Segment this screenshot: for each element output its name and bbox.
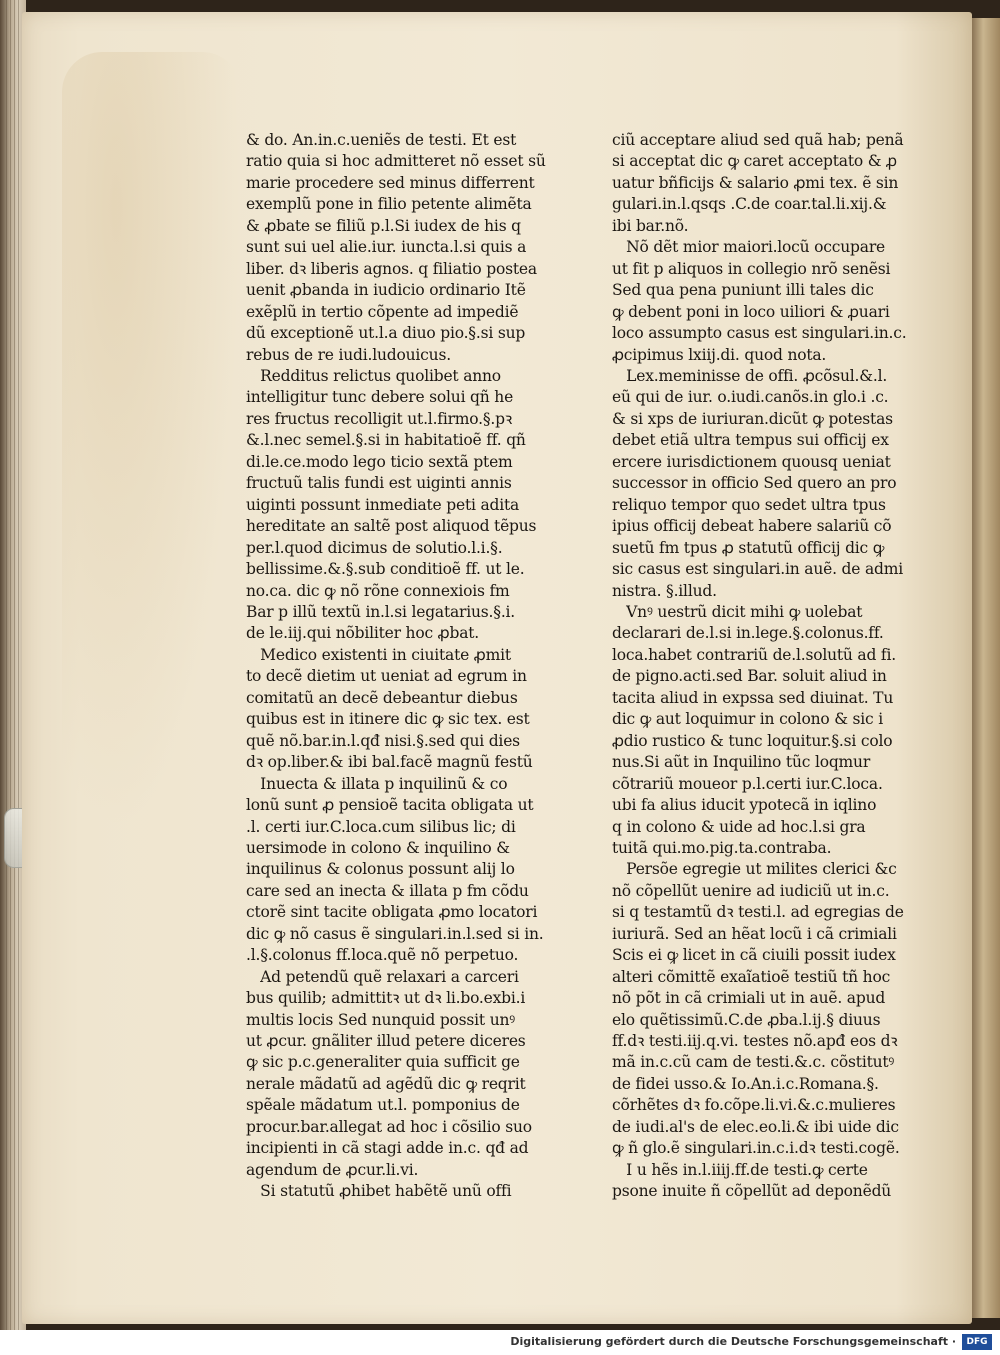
text-line: eũ qui de iur. o.iudi.canõs.in glo.i .c. — [612, 388, 889, 407]
text-line: .l. certi iur.C.loca.cum silibus lic; di — [246, 817, 516, 836]
text-line: bellissime.&.§.sub conditioẽ ff. ut le. — [246, 560, 525, 579]
text-line: ꝙ sic p.c.generaliter quia sufficit ge — [246, 1053, 520, 1072]
text-line: ubi fa alius iducit ypotecã in iqlino — [612, 796, 877, 815]
text-line: uenit ꝓbanda in iudicio ordinario Itẽ — [246, 281, 526, 300]
text-line: & do. An.in.c.ueniẽs de testi. Et est — [246, 131, 517, 149]
text-line: lonũ sunt ꝓ pensioẽ tacita obligata ut — [246, 796, 534, 815]
text-line: Vnꝰ uestrũ dicit mihi ꝙ uolebat — [612, 602, 863, 621]
text-line: dꝛ op.liber.& ibi bal.facẽ magnũ festũ — [246, 753, 533, 772]
text-line: ꝓcipimus lxiij.di. quod nota. — [612, 345, 827, 364]
text-line: intelligitur tunc debere solui qñ he — [246, 388, 514, 407]
text-line: to decẽ dietim ut ueniat ad egrum in — [246, 667, 527, 686]
text-line: nerale mãdatũ ad agẽdũ dic ꝙ reqrit — [246, 1074, 526, 1093]
text-line: incipienti in cã stagi adde in.c. qđ ad — [246, 1139, 529, 1158]
text-line: Persõe egregie ut milites clerici &c — [612, 860, 897, 879]
text-line: quẽ nõ.bar.in.l.qđ nisi.§.sed qui dies — [246, 731, 520, 750]
text-line: sic casus est singulari.in auẽ. de admi — [612, 560, 903, 579]
text-line: nistra. §.illud. — [612, 581, 717, 600]
text-line: de fidei usso.& Io.An.i.c.Romana.§. — [612, 1074, 879, 1093]
text-line: sunt sui uel alie.iur. iuncta.l.si quis a — [246, 238, 527, 257]
text-line: exemplũ pone in filio petente alimẽta — [246, 195, 532, 214]
text-line: mã in.c.cũ cam de testi.&.c. cõstitutꝰ — [612, 1053, 895, 1072]
text-line: alteri cõmittẽ exaĩatioẽ testiũ tñ hoc — [612, 967, 891, 986]
text-line: ctorẽ sint tacite obligata ꝓmo locatori — [246, 903, 538, 922]
text-line: marie procedere sed minus differrent — [246, 173, 535, 192]
text-line: nõ põt in cã crimiali ut in auẽ. apud — [612, 989, 886, 1008]
text-line: no.ca. dic ꝙ nõ rõne connexiois fm — [246, 581, 510, 600]
text-line: psone inuite ñ cõpellũt ad deponẽdũ — [612, 1182, 892, 1201]
text-line: res fructus recolligit ut.l.firmo.§.pꝛ — [246, 409, 513, 428]
text-line: debet etiã ultra tempus sui officij ex — [612, 431, 889, 450]
text-line: procur.bar.allegat ad hoc i cõsilio suo — [246, 1117, 532, 1136]
left-text-column — [246, 130, 546, 1203]
text-line: Ad petendũ quẽ relaxari a carceri — [246, 967, 519, 986]
text-line: & si xps de iuriuran.dicũt ꝙ potestas — [612, 409, 893, 428]
text-line: di.le.ce.modo lego ticio sextã ptem — [246, 452, 513, 471]
text-line: de pigno.acti.sed Bar. soluit aliud in — [612, 667, 887, 686]
text-line: ercere iurisdictionem quousq ueniat — [612, 452, 891, 471]
text-line: ratio quia si hoc admitteret nõ esset sũ — [246, 152, 546, 171]
text-line: reliquo tempor quo sedet ultra tpus — [612, 495, 886, 514]
text-line: suetũ fm tpus ꝓ statutũ officij dic ꝙ — [612, 538, 885, 557]
text-line: inquilinus & colonus possunt alij lo — [246, 860, 515, 879]
text-line: Inuecta & illata p inquilinũ & co — [246, 774, 508, 793]
text-line: successor in officio Sed quero an pro — [612, 474, 897, 493]
footer-bar — [0, 1330, 1000, 1355]
page-stain — [62, 52, 242, 832]
text-line: uiginti possunt inmediate peti adita — [246, 495, 520, 514]
text-line: ciũ acceptare aliud sed quã hab; penã — [612, 131, 904, 149]
text-line: ibi bar.nõ. — [612, 216, 689, 235]
text-line: Medico existenti in ciuitate ꝓmit — [246, 645, 511, 664]
text-line: Si statutũ ꝓhibet habẽtẽ unũ offi — [246, 1182, 512, 1201]
text-line: spẽale mãdatum ut.l. pomponius de — [246, 1096, 520, 1115]
text-line: fructuũ talis fundi est uiginti annis — [246, 474, 512, 493]
text-line: Sed qua pena puniunt illi tales dic — [612, 281, 874, 300]
text-line: Redditus relictus quolibet anno — [246, 366, 501, 385]
text-line: dũ exceptionẽ ut.l.a diuo pio.§.si sup — [246, 324, 526, 343]
text-line: liber. dꝛ liberis agnos. q filiatio postea — [246, 259, 537, 278]
text-line: comitatũ an decẽ debeantur diebus — [246, 688, 518, 707]
text-line: bus quilib; admittitꝛ ut dꝛ li.bo.exbi.i — [246, 989, 526, 1008]
text-line: Scis ei ꝙ licet in cã ciuili possit iudex — [612, 946, 896, 965]
text-line: care sed an inecta & illata p fm cõdu — [246, 881, 529, 900]
text-line: ff.dꝛ testi.iij.q.vi. testes nõ.apđ eos dꝛ — [612, 1032, 898, 1051]
funding-note: Digitalisierung gefördert durch die Deutsche Forschungsgemeinschaft · — [510, 1335, 956, 1348]
text-line: loca.habet contrariũ de.l.solutũ ad fi. — [612, 645, 896, 664]
text-line: ut fit p aliquos in collegio nrõ senẽsi — [612, 259, 891, 278]
text-line: agendum de ꝓcur.li.vi. — [246, 1160, 419, 1179]
text-line: uersimode in colono & inquilino & — [246, 838, 510, 857]
text-line: tacita aliud in expssa sed diuinat. Tu — [612, 688, 894, 707]
text-line: loco assumpto casus est singulari.in.c. — [612, 324, 907, 343]
text-line: ꝙ debent poni in loco uiliori & ꝓuari — [612, 302, 890, 321]
text-line: cõrhẽtes dꝛ fo.cõpe.li.vi.&.c.mulieres — [612, 1096, 896, 1115]
text-line: elo quẽtissimũ.C.de ꝓba.l.ij.§ diuus — [612, 1010, 881, 1029]
text-line: ꝓdio rustico & tunc loquitur.§.si colo — [612, 731, 893, 750]
text-line: &.l.nec semel.§.si in habitatioẽ ff. qñ — [246, 431, 526, 450]
text-line: rebus de re iudi.ludouicus. — [246, 345, 451, 364]
text-line: ꝙ ñ glo.ẽ singulari.in.c.i.dꝛ testi.cogẽ. — [612, 1139, 900, 1158]
text-line: nõ cõpellũt uenire ad iudiciũ ut in.c. — [612, 881, 890, 900]
text-line: per.l.quod dicimus de solutio.l.i.§. — [246, 538, 503, 557]
text-line: hereditate an saltẽ post aliquod tẽpus — [246, 517, 537, 536]
text-line: ut ꝓcur. gnãliter illud petere diceres — [246, 1032, 526, 1051]
text-line: .l.§.colonus ff.loca.quẽ nõ perpetuo. — [246, 946, 519, 965]
text-line: de le.iij.qui nõbiliter hoc ꝓbat. — [246, 624, 480, 643]
text-line: tuitã qui.mo.pig.ta.contraba. — [612, 838, 832, 857]
text-line: Nõ dẽt mior maiori.locũ occupare — [612, 238, 885, 257]
text-line: multis locis Sed nunquid possit unꝰ — [246, 1010, 515, 1029]
text-line: & ꝓbate se filiũ p.l.Si iudex de his q — [246, 216, 521, 235]
text-line: nus.Si aũt in Inquilino tũc loqmur — [612, 753, 871, 772]
dfg-logo-icon: DFG — [962, 1334, 992, 1350]
text-line: si acceptat dic ꝙ caret acceptato & ꝓ — [612, 152, 897, 171]
text-line: quibus est in itinere dic ꝙ sic tex. est — [246, 710, 530, 729]
text-line: uatur bñficijs & salario ꝓmi tex. ẽ sin — [612, 173, 899, 192]
text-line: Lex.meminisse de offi. ꝓcõsul.&.l. — [612, 366, 888, 385]
text-line: declarari de.l.si in.lege.§.colonus.ff. — [612, 624, 884, 643]
book-right-edge — [972, 18, 1000, 1318]
text-line: iuriurã. Sed an hẽat locũ i cã crimiali — [612, 924, 897, 943]
text-line: si q testamtũ dꝛ testi.l. ad egregias de — [612, 903, 904, 922]
text-line: de iudi.al's de elec.eo.li.& ibi uide dic — [612, 1117, 899, 1136]
text-line: Bar p illũ textũ in.l.si legatarius.§.i. — [246, 602, 516, 621]
text-line: dic ꝙ nõ casus ẽ singulari.in.l.sed si in. — [246, 924, 544, 943]
text-line: ipius officij debeat habere salariũ cõ — [612, 517, 892, 536]
text-line: exẽplũ in tertio cõpente ad impediẽ — [246, 302, 519, 321]
text-line: cõtrariũ moueor p.l.certi iur.C.loca. — [612, 774, 883, 793]
text-line: q in colono & uide ad hoc.l.si gra — [612, 817, 866, 836]
text-line: dic ꝙ aut loquimur in colono & sic i — [612, 710, 884, 729]
text-line: I u hẽs in.l.iiij.ff.de testi.ꝙ certe — [612, 1160, 868, 1179]
text-line: gulari.in.l.qsqs .C.de coar.tal.li.xij.& — [612, 195, 887, 214]
right-text-column — [612, 130, 906, 1203]
